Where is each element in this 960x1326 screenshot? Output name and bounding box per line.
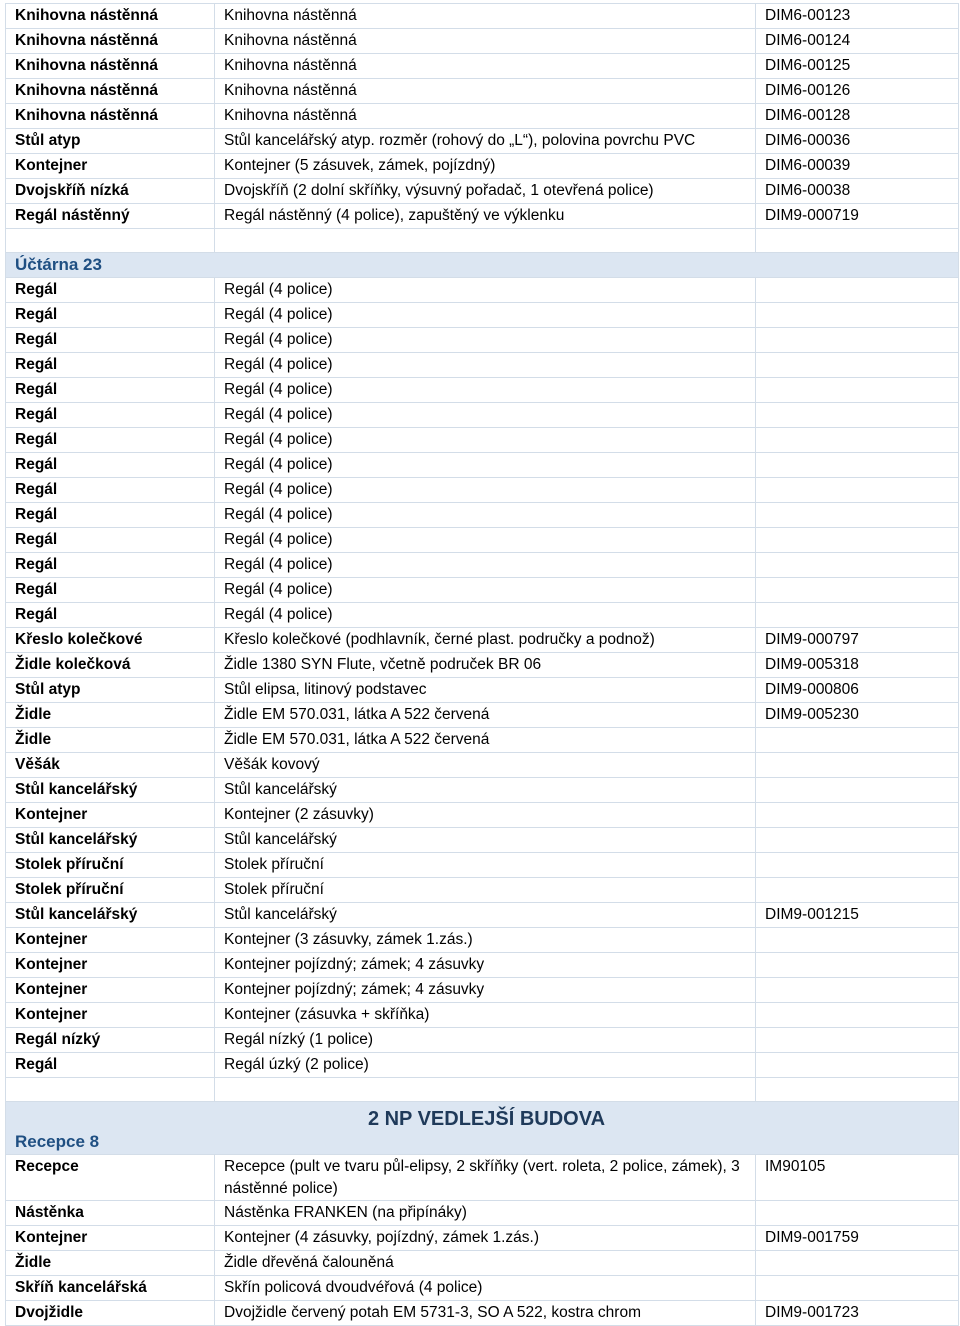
table-row [6, 803, 959, 828]
table-row [6, 1226, 959, 1251]
inventory-id-cell [756, 603, 959, 628]
blank-cell [215, 1078, 756, 1102]
table-row [6, 1251, 959, 1276]
room-section-label: Účtárna 23 [6, 253, 959, 278]
item-name-cell: Kontejner [6, 978, 215, 1003]
table-row [6, 54, 959, 79]
inventory-id-cell: DIM6-00123 [756, 4, 959, 29]
inventory-id-cell: DIM6-00128 [756, 104, 959, 129]
item-description-cell: Recepce (pult ve tvaru půl-elipsy, 2 skříňky (vert. roleta, 2 police, zámek), 3 nástěnné police) [215, 1155, 756, 1201]
item-name-cell: Židle [6, 728, 215, 753]
table-row [6, 204, 959, 229]
item-description-cell: Knihovna nástěnná [215, 29, 756, 54]
item-description-cell: Nástěnka FRANKEN (na připínáky) [215, 1201, 756, 1226]
inventory-id-cell [756, 953, 959, 978]
item-name-cell: Stůl kancelářský [6, 778, 215, 803]
item-name-cell: Nástěnka [6, 1201, 215, 1226]
table-row [6, 303, 959, 328]
table-row [6, 1003, 959, 1028]
item-description-cell: Kontejner (4 zásuvky, pojízdný, zámek 1.zás.) [215, 1226, 756, 1251]
item-description-cell: Stůl elipsa, litinový podstavec [215, 678, 756, 703]
item-description-cell: Křeslo kolečkové (podhlavník, černé plast. područky a podnož) [215, 628, 756, 653]
blank-row [6, 229, 959, 253]
item-name-cell: Knihovna nástěnná [6, 54, 215, 79]
table-row [6, 1301, 959, 1326]
inventory-table-body [6, 4, 959, 1326]
table-row [6, 79, 959, 104]
table-row [6, 953, 959, 978]
table-row [6, 928, 959, 953]
item-name-cell: Regál [6, 578, 215, 603]
item-name-cell: Regál [6, 503, 215, 528]
table-row [6, 978, 959, 1003]
inventory-id-cell [756, 278, 959, 303]
table-row [6, 453, 959, 478]
inventory-id-cell: DIM9-000719 [756, 204, 959, 229]
item-description-cell: Židle EM 570.031, látka A 522 červená [215, 728, 756, 753]
item-description-cell: Regál úzký (2 police) [215, 1053, 756, 1078]
table-row [6, 553, 959, 578]
inventory-id-cell [756, 978, 959, 1003]
item-description-cell: Dvojskříň (2 dolní skříňky, výsuvný pořadač, 1 otevřená police) [215, 179, 756, 204]
item-name-cell: Židle [6, 703, 215, 728]
item-name-cell: Stůl kancelářský [6, 828, 215, 853]
item-description-cell: Knihovna nástěnná [215, 54, 756, 79]
item-description-cell: Regál (4 police) [215, 553, 756, 578]
inventory-id-cell: DIM9-001215 [756, 903, 959, 928]
item-name-cell: Kontejner [6, 1003, 215, 1028]
table-row [6, 578, 959, 603]
inventory-id-cell: DIM6-00124 [756, 29, 959, 54]
inventory-id-cell: DIM9-001723 [756, 1301, 959, 1326]
item-name-cell: Stůl atyp [6, 678, 215, 703]
item-name-cell: Věšák [6, 753, 215, 778]
inventory-id-cell [756, 1201, 959, 1226]
item-name-cell: Regál [6, 403, 215, 428]
item-description-cell: Kontejner pojízdný; zámek; 4 zásuvky [215, 978, 756, 1003]
item-name-cell: Stůl atyp [6, 129, 215, 154]
table-row [6, 1276, 959, 1301]
inventory-id-cell: DIM9-000797 [756, 628, 959, 653]
table-row [6, 328, 959, 353]
item-name-cell: Dvojskříň nízká [6, 179, 215, 204]
blank-row [6, 1078, 959, 1102]
item-description-cell: Stolek příruční [215, 878, 756, 903]
building-heading: 2 NP VEDLEJŠÍ BUDOVA [6, 1102, 959, 1131]
inventory-id-cell [756, 1053, 959, 1078]
item-description-cell: Stůl kancelářský atyp. rozměr (rohový do „L“), polovina povrchu PVC [215, 129, 756, 154]
item-description-cell: Regál (4 police) [215, 403, 756, 428]
table-row [6, 853, 959, 878]
item-name-cell: Kontejner [6, 803, 215, 828]
table-row [6, 1028, 959, 1053]
blank-cell [756, 1078, 959, 1102]
item-name-cell: Knihovna nástěnná [6, 79, 215, 104]
item-description-cell: Kontejner pojízdný; zámek; 4 zásuvky [215, 953, 756, 978]
table-row [6, 353, 959, 378]
inventory-id-cell [756, 753, 959, 778]
inventory-id-cell [756, 453, 959, 478]
item-description-cell: Regál (4 police) [215, 453, 756, 478]
table-row [6, 1155, 959, 1201]
blank-cell [6, 1078, 215, 1102]
item-description-cell: Regál nástěnný (4 police), zapuštěný ve výklenku [215, 204, 756, 229]
room-section-label: Recepce 8 [6, 1130, 959, 1155]
inventory-id-cell [756, 778, 959, 803]
table-row [6, 503, 959, 528]
item-name-cell: Židle kolečková [6, 653, 215, 678]
inventory-id-cell [756, 428, 959, 453]
inventory-id-cell [756, 553, 959, 578]
item-name-cell: Regál [6, 303, 215, 328]
item-name-cell: Stolek příruční [6, 853, 215, 878]
item-description-cell: Stůl kancelářský [215, 828, 756, 853]
table-row [6, 104, 959, 129]
inventory-id-cell [756, 528, 959, 553]
table-row [6, 278, 959, 303]
item-name-cell: Křeslo kolečkové [6, 628, 215, 653]
inventory-id-cell [756, 1003, 959, 1028]
item-name-cell: Stůl kancelářský [6, 903, 215, 928]
item-name-cell: Regál [6, 328, 215, 353]
inventory-id-cell: DIM6-00036 [756, 129, 959, 154]
item-name-cell: Regál [6, 378, 215, 403]
item-name-cell: Kontejner [6, 928, 215, 953]
item-description-cell: Židle dřevěná čalouněná [215, 1251, 756, 1276]
item-description-cell: Dvojžidle červený potah EM 5731-3, SO A 522, kostra chrom [215, 1301, 756, 1326]
inventory-id-cell [756, 478, 959, 503]
table-row [6, 129, 959, 154]
item-description-cell: Věšák kovový [215, 753, 756, 778]
table-row [6, 878, 959, 903]
item-name-cell: Regál [6, 353, 215, 378]
table-row [6, 828, 959, 853]
item-description-cell: Regál (4 police) [215, 328, 756, 353]
table-row [6, 903, 959, 928]
inventory-id-cell [756, 303, 959, 328]
table-row [6, 628, 959, 653]
item-description-cell: Knihovna nástěnná [215, 104, 756, 129]
item-description-cell: Stůl kancelářský [215, 903, 756, 928]
item-description-cell: Stolek příruční [215, 853, 756, 878]
table-row [6, 528, 959, 553]
item-name-cell: Regál [6, 278, 215, 303]
table-row [6, 403, 959, 428]
item-description-cell: Regál (4 police) [215, 278, 756, 303]
item-description-cell: Regál (4 police) [215, 353, 756, 378]
inventory-id-cell [756, 403, 959, 428]
inventory-id-cell: DIM6-00126 [756, 79, 959, 104]
inventory-id-cell: DIM6-00039 [756, 154, 959, 179]
item-description-cell: Regál (4 police) [215, 528, 756, 553]
item-name-cell: Recepce [6, 1155, 215, 1201]
table-row [6, 154, 959, 179]
item-description-cell: Kontejner (zásuvka + skříňka) [215, 1003, 756, 1028]
inventory-id-cell: DIM9-000806 [756, 678, 959, 703]
item-name-cell: Knihovna nástěnná [6, 104, 215, 129]
item-name-cell: Regál [6, 428, 215, 453]
item-description-cell: Kontejner (3 zásuvky, zámek 1.zás.) [215, 928, 756, 953]
inventory-table [5, 3, 959, 1326]
inventory-id-cell [756, 378, 959, 403]
item-description-cell: Knihovna nástěnná [215, 79, 756, 104]
inventory-id-cell: DIM6-00038 [756, 179, 959, 204]
item-description-cell: Knihovna nástěnná [215, 4, 756, 29]
inventory-id-cell [756, 828, 959, 853]
item-description-cell: Regál (4 police) [215, 503, 756, 528]
item-description-cell: Regál nízký (1 police) [215, 1028, 756, 1053]
table-row [6, 753, 959, 778]
inventory-id-cell [756, 1276, 959, 1301]
item-name-cell: Kontejner [6, 953, 215, 978]
inventory-id-cell: IM90105 [756, 1155, 959, 1201]
room-section-row [6, 253, 959, 278]
item-description-cell: Regál (4 police) [215, 478, 756, 503]
inventory-id-cell [756, 1251, 959, 1276]
item-name-cell: Kontejner [6, 154, 215, 179]
inventory-id-cell [756, 328, 959, 353]
item-name-cell: Regál nástěnný [6, 204, 215, 229]
item-name-cell: Stolek příruční [6, 878, 215, 903]
inventory-id-cell: DIM9-005230 [756, 703, 959, 728]
item-name-cell: Dvojžidle [6, 1301, 215, 1326]
item-name-cell: Knihovna nástěnná [6, 29, 215, 54]
blank-cell [756, 229, 959, 253]
table-row [6, 179, 959, 204]
table-row [6, 378, 959, 403]
item-description-cell: Regál (4 police) [215, 378, 756, 403]
table-row [6, 4, 959, 29]
table-row [6, 678, 959, 703]
inventory-id-cell [756, 578, 959, 603]
table-row [6, 428, 959, 453]
table-row [6, 29, 959, 54]
blank-cell [215, 229, 756, 253]
inventory-id-cell [756, 878, 959, 903]
inventory-id-cell [756, 728, 959, 753]
table-row [6, 603, 959, 628]
item-description-cell: Skřín policová dvoudvéřová (4 police) [215, 1276, 756, 1301]
inventory-id-cell: DIM6-00125 [756, 54, 959, 79]
item-name-cell: Regál nízký [6, 1028, 215, 1053]
table-row [6, 653, 959, 678]
item-name-cell: Regál [6, 453, 215, 478]
item-name-cell: Kontejner [6, 1226, 215, 1251]
item-description-cell: Regál (4 police) [215, 303, 756, 328]
item-description-cell: Kontejner (5 zásuvek, zámek, pojízdný) [215, 154, 756, 179]
inventory-id-cell [756, 803, 959, 828]
inventory-id-cell [756, 353, 959, 378]
inventory-id-cell [756, 503, 959, 528]
table-row [6, 478, 959, 503]
item-name-cell: Knihovna nástěnná [6, 4, 215, 29]
table-row [6, 1053, 959, 1078]
item-name-cell: Regál [6, 1053, 215, 1078]
table-row [6, 728, 959, 753]
item-description-cell: Regál (4 police) [215, 428, 756, 453]
item-description-cell: Židle EM 570.031, látka A 522 červená [215, 703, 756, 728]
blank-cell [6, 229, 215, 253]
inventory-id-cell [756, 853, 959, 878]
item-description-cell: Regál (4 police) [215, 603, 756, 628]
inventory-id-cell: DIM9-005318 [756, 653, 959, 678]
item-description-cell: Stůl kancelářský [215, 778, 756, 803]
item-name-cell: Regál [6, 528, 215, 553]
building-heading-row [6, 1102, 959, 1131]
item-description-cell: Židle 1380 SYN Flute, včetně područek BR 06 [215, 653, 756, 678]
table-row [6, 703, 959, 728]
inventory-id-cell: DIM9-001759 [756, 1226, 959, 1251]
item-name-cell: Regál [6, 553, 215, 578]
inventory-id-cell [756, 1028, 959, 1053]
item-name-cell: Židle [6, 1251, 215, 1276]
table-row [6, 778, 959, 803]
item-name-cell: Regál [6, 478, 215, 503]
table-row [6, 1201, 959, 1226]
inventory-id-cell [756, 928, 959, 953]
item-name-cell: Skříň kancelářská [6, 1276, 215, 1301]
room-section-row [6, 1130, 959, 1155]
item-name-cell: Regál [6, 603, 215, 628]
item-description-cell: Regál (4 police) [215, 578, 756, 603]
item-description-cell: Kontejner (2 zásuvky) [215, 803, 756, 828]
